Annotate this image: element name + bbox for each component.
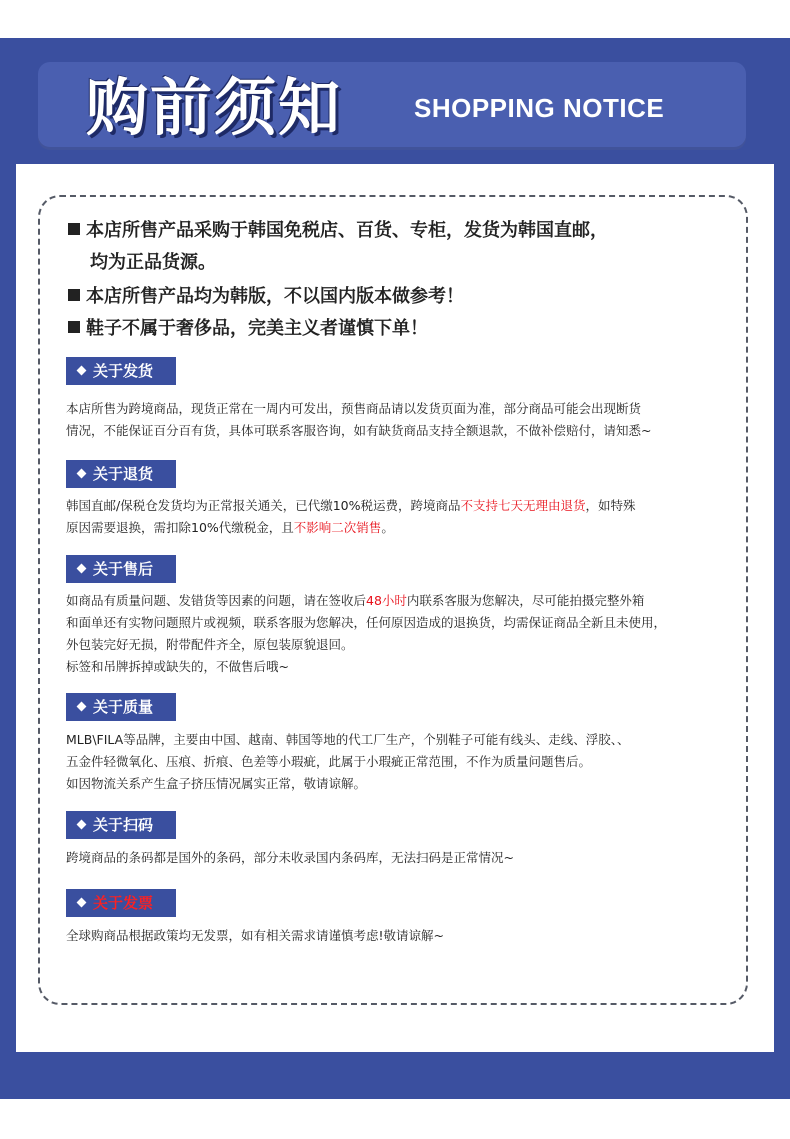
page-subtitle: SHOPPING NOTICE (414, 93, 665, 123)
after-sales-line-4: 标签和吊牌拆掉或缺失的，不做售后哦~ (66, 659, 289, 674)
shipping-line-1: 本店所售为跨境商品，现货正常在一周内可发出，预售商品请以发货页面为准，部分商品可能会出现断货 (66, 401, 642, 416)
bullet-square-icon (68, 289, 80, 301)
shipping-line-2: 情况，不能保证百分百有货，具体可联系客服咨询，如有缺货商品支持全额退款，不做补偿赔付，请知悉~ (66, 423, 652, 438)
notice-1: 本店所售产品采购于韩国免税店、百货、专柜，发货为韩国直邮， (68, 219, 608, 243)
highlight-text: 48小时 (366, 593, 407, 608)
notice-2: 本店所售产品均为韩版，不以国内版本做参考！ (68, 285, 464, 309)
section-heading-after-sales: 关于售后 (66, 555, 176, 583)
highlight-text: 不支持七天无理由退货 (460, 498, 586, 513)
quality-line-2: 五金件轻微氧化、压痕、折痕、色差等小瑕疵，此属于小瑕疵正常范围，不作为质量问题售后。 (66, 754, 592, 769)
notice-3: 鞋子不属于奢侈品，完美主义者谨慎下单！ (68, 317, 428, 341)
section-heading-returns: 关于退货 (66, 460, 176, 488)
quality-line-1: MLB\FILA等品牌，主要由中国、越南、韩国等地的代工厂生产，个别鞋子可能有线头、走线、浮胶、、 (66, 732, 630, 747)
after-sales-line-3: 外包装完好无损，附带配件齐全，原包装原貌退回。 (66, 637, 354, 652)
bullet-square-icon (68, 223, 80, 235)
barcode-line-1: 跨境商品的条码都是国外的条码，部分未收录国内条码库，无法扫码是正常情况~ (66, 850, 514, 865)
diamond-icon (77, 366, 87, 376)
page-title: 购前须知 (86, 71, 343, 144)
diamond-icon (77, 820, 87, 830)
diamond-icon (77, 898, 87, 908)
section-heading-quality: 关于质量 (66, 693, 176, 721)
after-sales-line-1: 如商品有质量问题、发错货等因素的问题，请在签收后48小时内联系客服为您解决，尽可能拍摄完整外箱 (66, 593, 645, 608)
returns-line-1: 韩国直邮/保税仓发货均为正常报关通关，已代缴10%税运费，跨境商品不支持七天无理由退货，如特殊 (66, 498, 636, 513)
bullet-square-icon (68, 321, 80, 333)
invoice-line-1: 全球购商品根据政策均无发票，如有相关需求请谨慎考虑!敬请谅解~ (66, 928, 444, 943)
returns-line-2: 原因需要退换，需扣除10%代缴税金，且不影响二次销售。 (66, 520, 394, 535)
section-heading-shipping: 关于发货 (66, 357, 176, 385)
section-heading-invoice: 关于发票 (66, 889, 176, 917)
notice-1-cont: 均为正品货源。 (90, 252, 216, 273)
after-sales-line-2: 和面单还有实物问题照片或视频，联系客服为您解决，任何原因造成的退换货，均需保证商品全新且未使用， (66, 615, 667, 630)
diamond-icon (77, 469, 87, 479)
diamond-icon (77, 702, 87, 712)
quality-line-3: 如因物流关系产生盒子挤压情况属实正常，敬请谅解。 (66, 776, 367, 791)
highlight-text: 不影响二次销售 (293, 520, 382, 535)
section-heading-barcode: 关于扫码 (66, 811, 176, 839)
diamond-icon (77, 564, 87, 574)
